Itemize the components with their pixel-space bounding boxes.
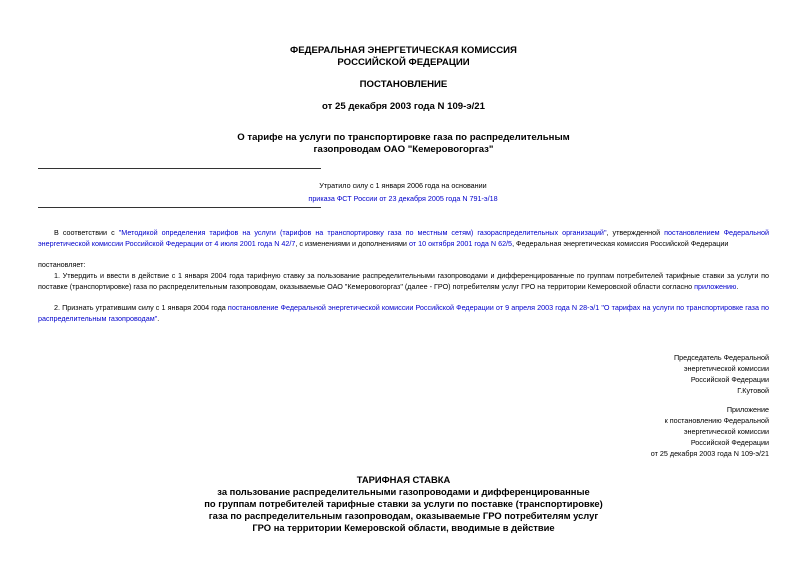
appendix-ref-line5: от 25 декабря 2003 года N 109-э/21 xyxy=(650,449,769,458)
fek-resolution-42-7-link[interactable]: постановлением Федеральной энергетической комиссии Российской Федерации от 4 июля 2001 года N 42/7 xyxy=(38,228,770,248)
preamble-text-4: , Федеральная энергетическая комиссия Российской Федерации xyxy=(512,239,729,248)
appendix-ref-line1: Приложение xyxy=(726,405,769,414)
item-1-end: . xyxy=(736,282,739,291)
amendment-62-5-link[interactable]: от 10 октября 2001 года N 62/5 xyxy=(408,239,513,248)
document-date-number: от 25 декабря 2003 года N 109-э/21 xyxy=(322,101,485,112)
appendix-ref-line4: Российской Федерации xyxy=(690,438,769,447)
appendix-reference-block xyxy=(469,404,769,459)
tariff-title-line3: по группам потребителей тарифные ставки за услуги по поставке (транспортировке) xyxy=(204,498,603,509)
item-1-text: 1. Утвердить и ввести в действие с 1 января 2004 года тарифную ставку за пользование распределительными газопроводами и дифференцированные по группам потребителей тарифные ставки за услуги по поставке (транспортировке) газа по распределительным газопроводам, оказываемые ОАО "Кемеровогоргаз" (далее - ГРО) потребителям услуг ГРО на территории Кемеровской области согласно xyxy=(38,271,769,291)
item-1-paragraph xyxy=(38,270,769,292)
divider-bottom xyxy=(38,207,321,208)
preamble-text-2: , утвержденной xyxy=(606,228,665,237)
item-2-end: . xyxy=(157,314,160,323)
commission-line2: РОССИЙСКОЙ ФЕДЕРАЦИИ xyxy=(337,57,470,68)
preamble-text-1: В соответствии с xyxy=(54,228,119,237)
document-title xyxy=(0,132,807,156)
tariff-title-line4: газа по распределительным газопроводам, оказываемые ГРО потребителям услуг xyxy=(208,510,599,521)
divider-top xyxy=(38,168,321,169)
title-line2: газопроводам ОАО "Кемеровогоргаз" xyxy=(313,144,494,155)
signature-block xyxy=(469,352,769,396)
repealed-resolution-link[interactable]: постановление Федеральной энергетической комиссии Российской Федерации от 9 апреля 2003 года N 28-э/1 "О тарифах на услуги по транспортировке газа по распределительным газопроводам" xyxy=(38,303,769,323)
tariff-title-line5: ГРО на территории Кемеровской области, вводимые в действие xyxy=(252,522,555,533)
tariff-title-heading: ТАРИФНАЯ СТАВКА xyxy=(356,474,451,485)
commission-line1: ФЕДЕРАЛЬНАЯ ЭНЕРГЕТИЧЕСКАЯ КОМИССИЯ xyxy=(290,45,517,56)
signature-line3: Российской Федерации xyxy=(690,375,769,384)
tariff-title-line2: за пользование распределительными газопроводами и дифференцированные xyxy=(217,486,590,497)
signature-line2: энергетической комиссии xyxy=(683,364,769,373)
status-note-link[interactable]: приказа ФСТ России от 23 декабря 2005 года N 791-э/18 xyxy=(308,194,498,203)
tariff-title-block xyxy=(0,474,807,534)
item-2-paragraph xyxy=(38,302,769,324)
appendix-link[interactable]: приложению xyxy=(694,282,737,291)
document-type: ПОСТАНОВЛЕНИЕ xyxy=(359,79,448,90)
commission-name xyxy=(0,45,807,69)
item-2-text: 2. Признать утратившим силу с 1 января 2004 года xyxy=(54,303,228,312)
signatory-name: Г.Кутовой xyxy=(737,386,769,395)
preamble-paragraph xyxy=(38,227,769,249)
status-note-text: Утратило силу с 1 января 2006 года на основании xyxy=(319,181,487,190)
preamble-text-3: , с изменениями и дополнениями xyxy=(295,239,409,248)
methodology-link[interactable]: "Методикой определения тарифов на услуги (тарифов на транспортировку газа по местным сетям) газораспределительных организаций" xyxy=(118,228,607,237)
decree-word: постановляет: xyxy=(38,260,86,269)
signature-line1: Председатель Федеральной xyxy=(674,353,769,362)
appendix-ref-line2: к постановлению Федеральной xyxy=(664,416,769,425)
status-note xyxy=(260,179,546,205)
title-line1: О тарифе на услуги по транспортировке газа по распределительным xyxy=(237,132,570,143)
appendix-ref-line3: энергетической комиссии xyxy=(683,427,769,436)
